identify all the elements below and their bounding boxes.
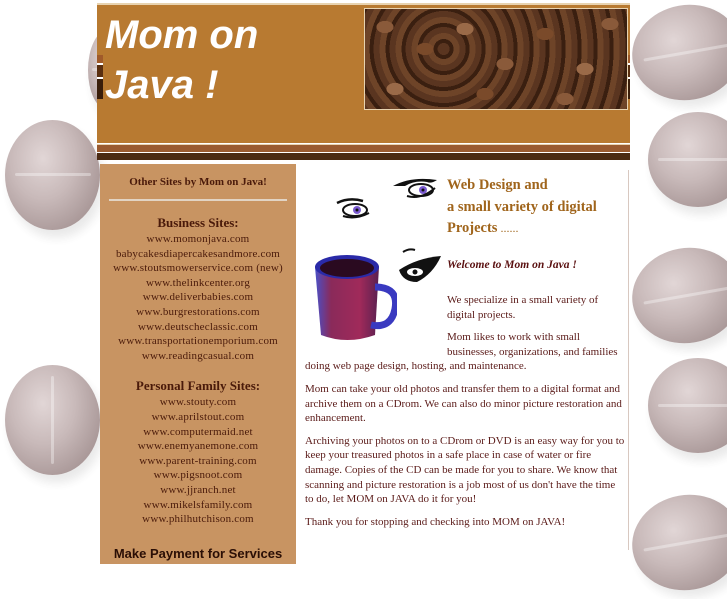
background-bean-image [625, 0, 727, 109]
personal-sites-heading: Personal Family Sites: [135, 378, 261, 394]
paragraph-photos: Mom can take your old photos and transfer them to a digital format and archive them on a CDrom. We can also do minor picture restoration and enhancement. [305, 382, 622, 425]
personal-site-link[interactable]: www.philhutchison.com [142, 513, 254, 526]
eye-illustration-icon [397, 244, 443, 284]
sidebar-divider [109, 199, 287, 201]
business-site-link[interactable]: www.transportationemporium.com [118, 335, 278, 348]
business-site-link[interactable]: www.burgrestorations.com [136, 305, 260, 318]
personal-site-link[interactable]: www.stouty.com [159, 396, 237, 409]
personal-site-link[interactable]: www.parent-training.com [139, 454, 257, 467]
headline-line: a small variety of digital [447, 198, 597, 215]
background-bean-image [5, 120, 100, 230]
text-line: doing web page design, hosting, and maintenance. [305, 360, 527, 373]
other-sites-heading: Other Sites by Mom on Java! [129, 176, 267, 188]
personal-site-link[interactable]: www.pigsnoot.com [153, 469, 243, 482]
page-container [97, 3, 630, 563]
business-site-link[interactable]: www.momonjava.com [146, 233, 250, 245]
business-site-link[interactable]: www.deutscheclassic.com [138, 320, 258, 333]
site-title: Mom on Java ! [105, 13, 259, 107]
header-stripe-decoration [97, 55, 103, 99]
background-bean-image [625, 239, 727, 352]
make-payment-link[interactable]: Make Payment for Services [113, 545, 283, 561]
business-site-link[interactable]: www.readingcasual.com [141, 349, 255, 362]
body-text [305, 293, 625, 537]
background-bean-image [5, 365, 100, 475]
text-line: Mom likes to work with small [447, 331, 580, 344]
business-site-link[interactable]: www.thelinkcenter.org [145, 276, 251, 289]
paragraph-specialize [305, 293, 625, 322]
header-divider-band-dark [97, 153, 630, 160]
paragraph-archiving: Archiving your photos on to a CDrom or DVD is an easy way for you to keep your treasured photos in a safe place in case of water or fire damage. Copies of the CD can be made for you to share. We know that scanning and picture restoration is a job most of us don't have the time to do, let MOM on JAVA do it for you! [305, 434, 625, 506]
headline-line: Projects [447, 220, 498, 236]
eye-illustration-icon [391, 176, 439, 200]
header-divider-band [97, 144, 630, 152]
paragraph-mom-likes [305, 330, 625, 374]
page-headline [447, 175, 637, 240]
business-site-link[interactable]: www.deliverbabies.com [142, 291, 254, 304]
paragraph-thank-you: Thank you for stopping and checking into MOM on JAVA! [305, 515, 566, 528]
background-bean-image [648, 358, 727, 453]
personal-site-link[interactable]: www.jjranch.net [160, 483, 236, 496]
headline-line: Web Design and [447, 177, 548, 193]
personal-site-link[interactable]: www.computermaid.net [143, 425, 253, 438]
background-bean-image [648, 112, 727, 207]
background-bean-image [625, 486, 727, 599]
text-line: businesses, organizations, and families [447, 345, 618, 358]
business-site-link[interactable]: www.stoutsmowerservice.com (new) [113, 262, 283, 275]
business-sites-heading: Business Sites: [157, 215, 239, 230]
personal-site-link[interactable]: www.mikelsfamily.com [143, 498, 253, 511]
main-content [299, 164, 629, 564]
personal-site-link[interactable]: www.enemyanemone.com [137, 440, 259, 453]
eye-illustration-icon [335, 197, 375, 219]
business-site-link[interactable]: babycakesdiapercakesandmore.com [115, 247, 281, 260]
sidebar [100, 164, 296, 564]
personal-site-link[interactable]: www.aprilstout.com [151, 410, 245, 423]
site-header [97, 3, 630, 143]
welcome-text: Welcome to Mom on Java ! [447, 259, 577, 271]
text-line: We specialize in a small variety of [447, 294, 599, 306]
content-right-border [628, 170, 629, 550]
headline-ellipsis: ...... [497, 221, 519, 235]
text-line: digital projects. [447, 308, 516, 321]
coffee-beans-banner-image [364, 8, 628, 110]
